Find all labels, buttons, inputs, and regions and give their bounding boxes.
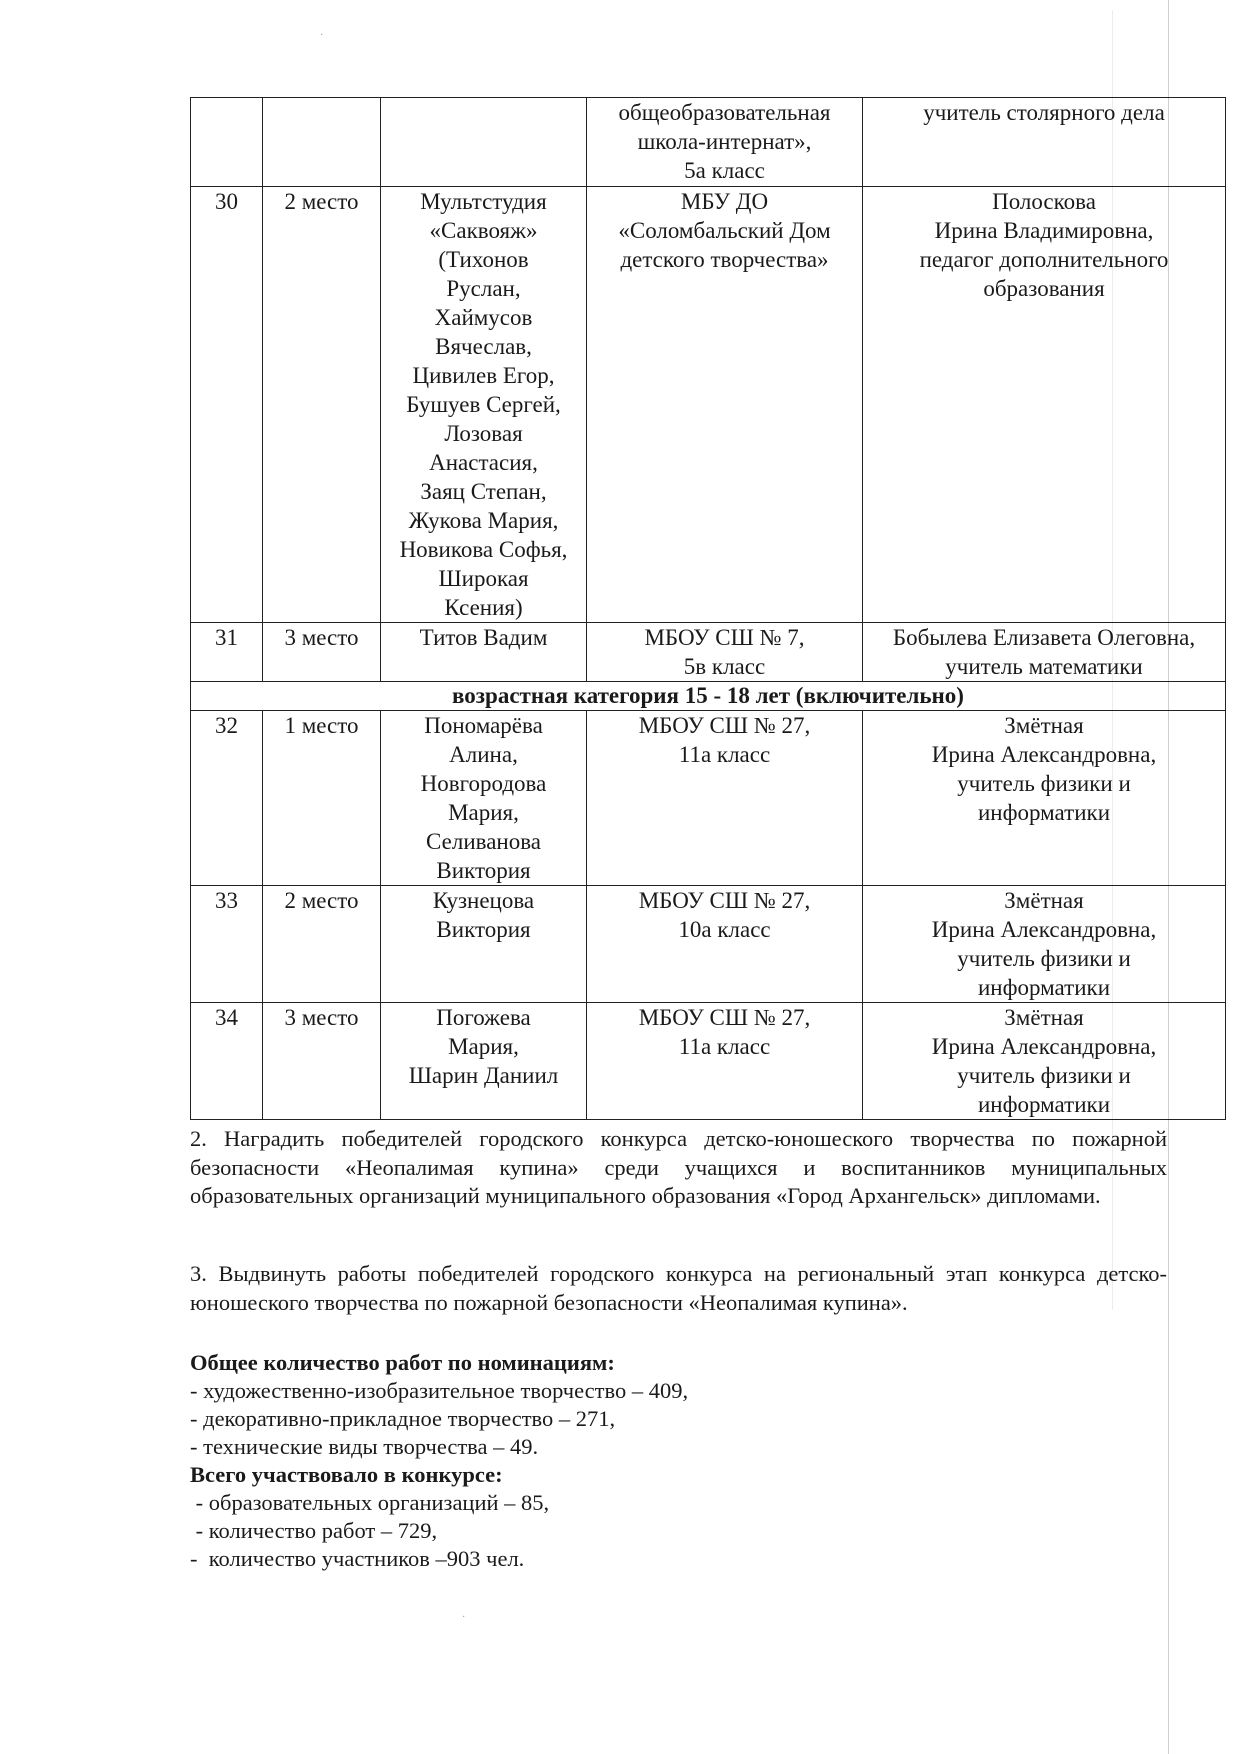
row-number: 34 bbox=[191, 1003, 263, 1120]
row-teacher-line: Полоскова bbox=[992, 189, 1096, 214]
row-teacher-line: Ирина Владимировна, bbox=[934, 218, 1154, 243]
row-organization-line: 10а класс bbox=[678, 917, 771, 942]
category-row bbox=[191, 682, 1226, 711]
row-participants-line: Мария, bbox=[448, 1034, 519, 1059]
row-participants-line: (Тихонов bbox=[438, 247, 529, 272]
row-participants-line: Мария, bbox=[448, 800, 519, 825]
row-organization-line: 5в класс bbox=[683, 654, 766, 679]
participants-heading: Всего участвовало в конкурсе: bbox=[190, 1462, 503, 1487]
row-organization bbox=[587, 886, 863, 1003]
row-participants-line: Кузнецова bbox=[432, 888, 535, 913]
row-organization bbox=[587, 98, 863, 187]
row-organization bbox=[587, 187, 863, 623]
row-number: 30 bbox=[191, 187, 263, 623]
row-participants-line: Титов Вадим bbox=[419, 625, 548, 650]
table-row bbox=[191, 711, 1226, 886]
row-teacher-line: учитель физики и bbox=[957, 771, 1131, 796]
works-item: - технические виды творчества – 49. bbox=[190, 1434, 539, 1459]
row-teacher-line: Змётная bbox=[1004, 1005, 1084, 1030]
row-participants-line: Мультстудия bbox=[420, 189, 547, 214]
row-place: 3 место bbox=[263, 623, 381, 682]
scan-speck: · bbox=[462, 1612, 466, 1623]
row-organization-line: МБОУ СШ № 27, bbox=[638, 713, 811, 738]
row-place: 2 место bbox=[263, 187, 381, 623]
participants-item: - количество участников –903 чел. bbox=[190, 1546, 525, 1571]
row-teacher-line: педагог дополнительного bbox=[919, 247, 1169, 272]
row-organization-line: МБОУ СШ № 7, bbox=[644, 625, 805, 650]
row-organization bbox=[587, 711, 863, 886]
row-participants-line: Бушуев Сергей, bbox=[406, 392, 561, 417]
row-participants-line: Цивилев Егор, bbox=[412, 363, 555, 388]
row-teacher bbox=[863, 98, 1226, 187]
row-teacher-line: Змётная bbox=[1004, 888, 1084, 913]
row-organization-line: общеобразовательная bbox=[618, 100, 831, 125]
row-participants-line: Лозовая bbox=[444, 421, 523, 446]
table-row bbox=[191, 98, 1226, 187]
row-teacher-line: учитель столярного дела bbox=[923, 100, 1165, 125]
table-row bbox=[191, 1003, 1226, 1120]
table-body-age-group-1 bbox=[191, 98, 1226, 682]
category-label: возрастная категория 15 - 18 лет (включительно) bbox=[191, 682, 1226, 711]
row-participants-line: Новикова Софья, bbox=[399, 537, 568, 562]
row-participants-line: Новгородова bbox=[420, 771, 547, 796]
row-participants-line: Селиванова bbox=[426, 829, 541, 854]
row-teacher-line: учитель физики и bbox=[957, 1063, 1131, 1088]
participants-item: - образовательных организаций – 85, bbox=[190, 1490, 550, 1515]
paragraph-award: 2. Наградить победителей городского конкурса детско-юношеского творчества по пожарной безопасности «Неопалимая купина» среди учащихся и воспитанников муниципальных образовательных организаций муниципального образования «Город Архангельск» дипломами. bbox=[190, 1126, 1167, 1208]
row-teacher bbox=[863, 187, 1226, 623]
row-teacher bbox=[863, 886, 1226, 1003]
row-teacher-line: Змётная bbox=[1004, 713, 1084, 738]
works-heading: Общее количество работ по номинациям: bbox=[190, 1350, 615, 1375]
summary-block bbox=[190, 1349, 688, 1573]
row-participants bbox=[381, 711, 587, 886]
row-teacher-line: учитель математики bbox=[945, 654, 1143, 679]
row-participants-line: Вячеслав, bbox=[435, 334, 532, 359]
row-organization-line: школа-интернат», bbox=[637, 129, 812, 154]
row-teacher-line: Ирина Александровна, bbox=[931, 742, 1157, 767]
row-participants bbox=[381, 623, 587, 682]
row-participants-line: Анастасия, bbox=[429, 450, 538, 475]
table-row bbox=[191, 886, 1226, 1003]
row-teacher bbox=[863, 1003, 1226, 1120]
row-place: 2 место bbox=[263, 886, 381, 1003]
row-teacher-line: учитель физики и bbox=[957, 946, 1131, 971]
works-item: - художественно-изобразительное творчество – 409, bbox=[190, 1378, 689, 1403]
row-teacher bbox=[863, 711, 1226, 886]
row-participants-line: Заяц Степан, bbox=[420, 479, 547, 504]
row-place: 1 место bbox=[263, 711, 381, 886]
row-number: 33 bbox=[191, 886, 263, 1003]
row-place bbox=[263, 98, 381, 187]
table-row bbox=[191, 187, 1226, 623]
row-number bbox=[191, 98, 263, 187]
row-organization-line: 11а класс bbox=[678, 1034, 771, 1059]
row-participants-line: Шарин Даниил bbox=[408, 1063, 559, 1088]
paragraph-nominate: 3. Выдвинуть работы победителей городского конкурса на региональный этап конкурса детско-юношеского творчества по пожарной безопасности «Неопалимая купина». bbox=[190, 1261, 1167, 1315]
row-teacher-line: информатики bbox=[977, 800, 1111, 825]
row-participants-line: Виктория bbox=[436, 858, 531, 883]
row-organization bbox=[587, 623, 863, 682]
row-organization-line: 11а класс bbox=[678, 742, 771, 767]
row-participants-line: Виктория bbox=[436, 917, 531, 942]
row-organization-line: «Соломбальский Дом bbox=[618, 218, 831, 243]
row-organization-line: МБОУ СШ № 27, bbox=[638, 888, 811, 913]
row-participants-line: Хаймусов bbox=[434, 305, 533, 330]
row-participants-line: Алина, bbox=[449, 742, 518, 767]
row-participants bbox=[381, 1003, 587, 1120]
row-organization bbox=[587, 1003, 863, 1120]
row-teacher-line: Бобылева Елизавета Олеговна, bbox=[892, 625, 1196, 650]
row-teacher-line: информатики bbox=[977, 1092, 1111, 1117]
row-teacher-line: Ирина Александровна, bbox=[931, 1034, 1157, 1059]
row-participants-line: Жукова Мария, bbox=[408, 508, 559, 533]
table-body-age-group-2 bbox=[191, 711, 1226, 1120]
table-body-category bbox=[191, 682, 1226, 711]
works-item: - декоративно-прикладное творчество – 271, bbox=[190, 1406, 616, 1431]
row-number: 32 bbox=[191, 711, 263, 886]
row-teacher-line: информатики bbox=[977, 975, 1111, 1000]
row-teacher-line: образования bbox=[983, 276, 1105, 301]
row-organization-line: детского творчества» bbox=[620, 247, 829, 272]
row-participants-line: Пономарёва bbox=[424, 713, 543, 738]
row-organization-line: МБОУ СШ № 27, bbox=[638, 1005, 811, 1030]
row-participants-line: Широкая bbox=[438, 566, 529, 591]
row-teacher bbox=[863, 623, 1226, 682]
row-organization-line: 5а класс bbox=[684, 158, 765, 183]
row-place: 3 место bbox=[263, 1003, 381, 1120]
row-organization-line: МБУ ДО bbox=[680, 189, 769, 214]
row-teacher-line: Ирина Александровна, bbox=[931, 917, 1157, 942]
row-participants bbox=[381, 886, 587, 1003]
row-participants-line: Погожева bbox=[436, 1005, 531, 1030]
table-row bbox=[191, 623, 1226, 682]
awards-table bbox=[190, 97, 1226, 1120]
row-number: 31 bbox=[191, 623, 263, 682]
row-participants bbox=[381, 98, 587, 187]
scan-speck: · bbox=[320, 30, 324, 41]
participants-item: - количество работ – 729, bbox=[190, 1518, 438, 1543]
row-participants-line: «Саквояж» bbox=[429, 218, 538, 243]
row-participants-line: Ксения) bbox=[444, 595, 523, 620]
row-participants-line: Руслан, bbox=[446, 276, 521, 301]
row-participants bbox=[381, 187, 587, 623]
